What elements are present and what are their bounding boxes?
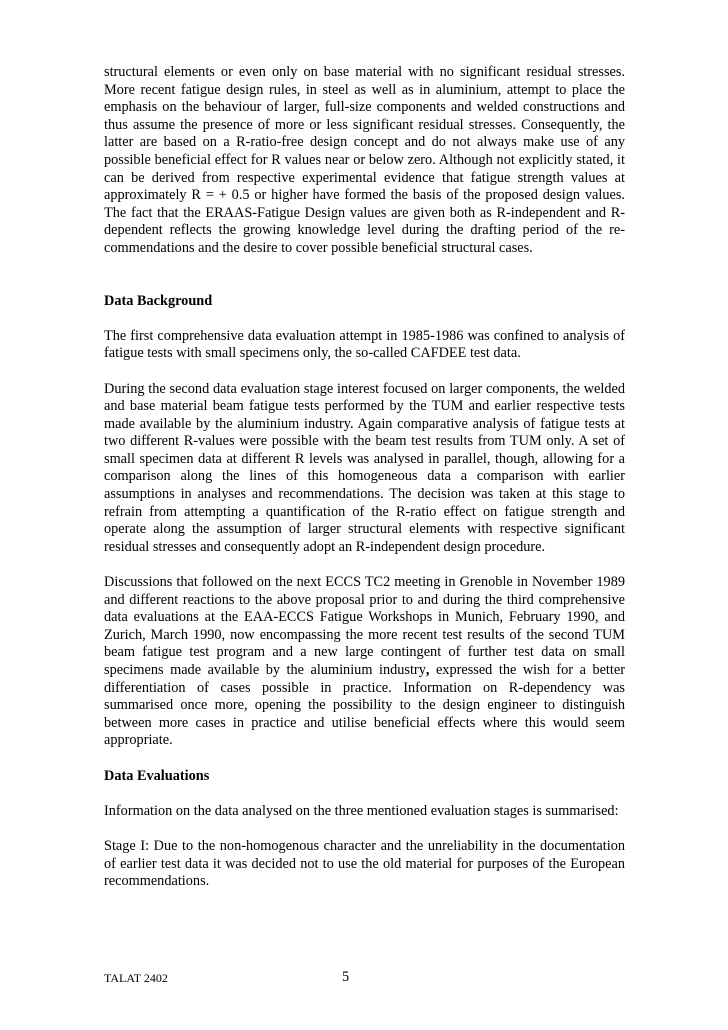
paragraph-discussions [104,574,625,750]
heading-data-evaluations: Data Evaluations [104,767,210,784]
footer-document-id: TALAT 2402 [104,971,168,985]
paragraph-discussions-part2: expressed the wish for a better differentiation of cases possible in practice. Information on R-dependency was summarised once more, opening the possibility to the design engineer to distinguish between more cases in practice and utilise beneficial effects where this would seem appropriate. [104,662,625,749]
section-spacer [104,258,625,293]
paragraph-discussions-comma: , [425,662,430,678]
paragraph-first-evaluation: The first comprehensive data evaluation attempt in 1985-1986 was confined to analysis of fatigue tests with small specimens only, the so-called CAFDEE test data. [104,327,625,362]
paragraph-intro: structural elements or even only on base material with no significant residual stresses. More recent fatigue design rules, in steel as well as in aluminium, attempt to place the emphasis on the behaviour of larger, full-size components and welded constructions and thus assume the presence of more or less significant residual stresses. Consequently, the latter are based on a R-ratio-free design concept and do not always make use of any possible beneficial effect for R values near or below zero. Although not explicitly stated, it can be derived from respective experimental evidence that fatigue strength values at approximately R = + 0.5 or higher have formed the basis of the proposed design values. The fact that the ERAAS-Fatigue Design values are given both as R-independent and R-dependent reflects the growing knowledge level during the drafting period of the re-commendations and the desire to cover possible beneficial structural cases. [104,64,625,256]
paragraph-spacer [104,785,625,803]
paragraph-spacer [104,310,625,328]
document-body [104,64,625,891]
paragraph-spacer [104,820,625,838]
paragraph-information: Information on the data analysed on the three mentioned evaluation stages is summarised: [104,802,619,819]
paragraph-stage-one: Stage I: Due to the non-homogenous character and the unreliability in the documentation of earlier test data it was decided not to use the old material for purposes of the European recommendations. [104,837,625,890]
footer-page-number: 5 [342,969,350,985]
paragraph-discussions-part1: Discussions that followed on the next ECCS TC2 meeting in Grenoble in November 1989 and different reactions to the above proposal prior to and during the third comprehensive data evaluations at the EAA-ECCS Fatigue Workshops in Munich, February 1990, and Zurich, March 1990, now encompassing the more recent test results of the second TUM beam fatigue test program and a new large contingent of further test data on small specimens made available by the aluminium industry [104,574,625,678]
paragraph-spacer [104,363,625,381]
heading-data-background: Data Background [104,292,213,309]
paragraph-spacer [104,750,625,768]
paragraph-second-stage: During the second data evaluation stage interest focused on larger components, the welded and base material beam fatigue tests performed by the TUM and earlier respective tests made available by the aluminium industry. Again comparative analysis of fatigue tests at two different R-values were possible with the beam test results from TUM only. A set of small specimen data at different R levels was analysed in parallel, though, allowing for a comparison along the lines of this homogeneous data a comparison with earlier assumptions in analyses and recommendations. The decision was taken at this stage to refrain from attempting a quantification of the R-ratio effect on fatigue strength and operate along the assumption of larger structural elements with respective significant residual stresses and consequently adopt an R-independent design procedure. [104,380,625,555]
paragraph-spacer [104,556,625,574]
